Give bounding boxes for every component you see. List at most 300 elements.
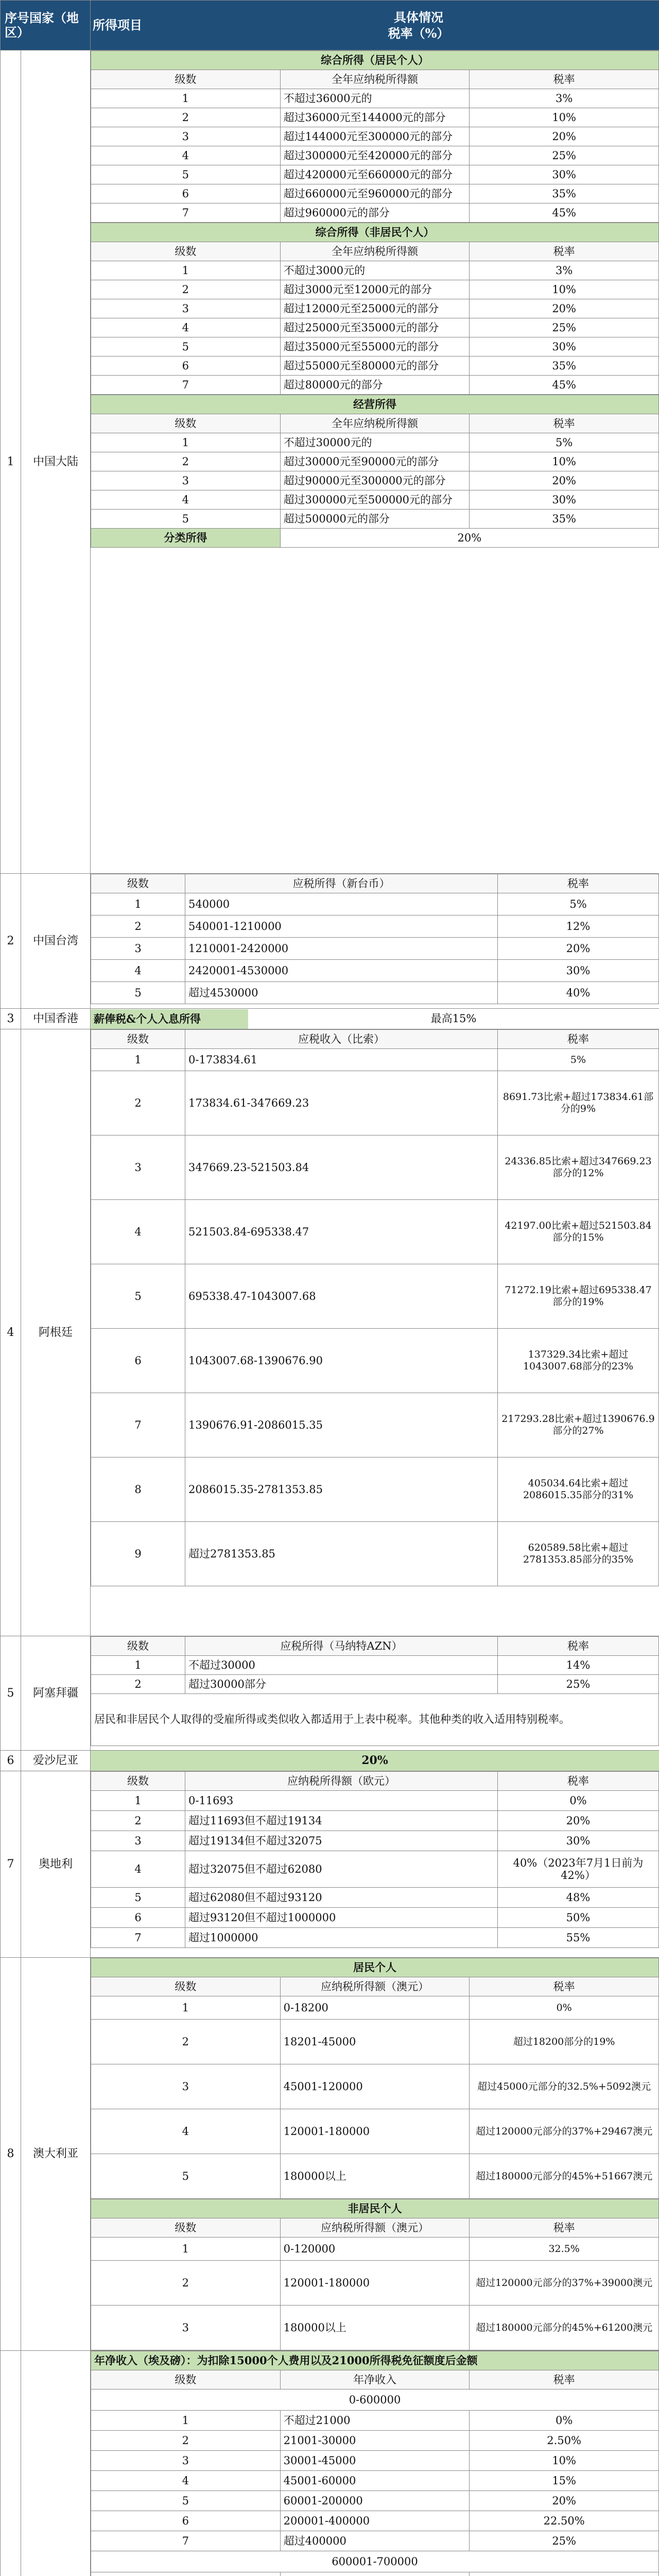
table-row	[91, 2471, 659, 2491]
rate-cell: 30%	[470, 165, 659, 184]
austria-table	[91, 1771, 659, 1948]
level-cell: 7	[91, 204, 281, 223]
income-cell: 695338.47-1043007.68	[185, 1264, 498, 1329]
rate-cell: 5%	[470, 433, 659, 452]
income-cell: 超过25000元至35000元的部分	[280, 318, 470, 337]
azerbaijan-detail	[91, 1636, 659, 1751]
rate-cell: 14%	[498, 1656, 659, 1675]
rate-cell: 40%	[498, 982, 659, 1004]
table-row	[91, 2154, 659, 2199]
level-cell: 4	[91, 1200, 185, 1264]
level-header: 级数	[91, 242, 281, 261]
level-header: 级数	[91, 414, 281, 433]
table-row	[91, 2238, 659, 2261]
rate-cell: 71272.19比索+超过695338.47部分的19%	[498, 1264, 659, 1329]
level-cell: 3	[91, 2064, 281, 2109]
level-cell: 1	[91, 1791, 185, 1811]
level-cell: 2	[91, 2020, 281, 2064]
level-cell: 3	[91, 299, 281, 318]
table-row	[91, 1071, 659, 1136]
table-row	[91, 2511, 659, 2531]
level-cell: 1	[91, 89, 281, 108]
rate-cell: 25%	[470, 2531, 659, 2551]
income-cell: 540000	[185, 893, 498, 916]
table-row	[91, 433, 659, 452]
level-cell: 2	[91, 2431, 281, 2451]
income-cell: 超过80000元的部分	[280, 376, 470, 395]
rate-cell: 12%	[498, 916, 659, 938]
income-cell: 超过500000元的部分	[280, 510, 470, 529]
country-name: 奥地利	[21, 1771, 91, 1958]
level-cell: 5	[91, 165, 281, 184]
level-cell: 5	[91, 2154, 281, 2199]
china-detail	[91, 50, 659, 874]
level-cell	[91, 2572, 281, 2576]
row-number: 5	[1, 1636, 21, 1751]
table-row	[91, 982, 659, 1004]
income-cell: 超过35000元至55000元的部分	[280, 337, 470, 357]
rate-cell: 25%	[498, 1675, 659, 1694]
income-cell: 超过300000元至420000元的部分	[280, 146, 470, 165]
income-header: 全年应纳税所得额	[280, 70, 470, 89]
rate-cell: 超过120000元部分的37%+39000澳元	[470, 2261, 659, 2306]
income-cell: 超过93120但不超过1000000	[185, 1908, 498, 1928]
level-header: 级数	[91, 1637, 185, 1656]
row-hongkong	[1, 1009, 659, 1029]
rate-cell: 30%	[498, 1831, 659, 1851]
header-item: 所得项目	[93, 18, 142, 33]
table-row	[91, 318, 659, 337]
income-cell: 521503.84-695338.47	[185, 1200, 498, 1264]
row-number: 2	[1, 874, 21, 1009]
rate-cell: 22.50%	[470, 2511, 659, 2531]
table-row	[91, 893, 659, 916]
rate-cell: 8691.73比索+超过173834.61部分的9%	[498, 1071, 659, 1136]
income-header: 应税所得（马纳特AZN）	[185, 1637, 498, 1656]
income-cell: 200001-400000	[280, 2511, 470, 2531]
rate-cell: 超过120000元部分的37%+29467澳元	[470, 2109, 659, 2154]
table-row	[91, 938, 659, 960]
income-cell: 超过55000元至80000元的部分	[280, 357, 470, 376]
row-number: 7	[1, 1771, 21, 1958]
level-cell: 1	[91, 261, 281, 280]
income-cell: 超过144000元至300000元的部分	[280, 127, 470, 146]
rate-cell: 30%	[470, 337, 659, 357]
rate-cell: 405034.64比索+超过2086015.35部分的31%	[498, 1458, 659, 1522]
country-name: 中国大陆	[21, 50, 91, 874]
level-cell: 5	[91, 1888, 185, 1908]
table-row	[91, 337, 659, 357]
table-row	[91, 452, 659, 471]
rate-cell: 30%	[470, 490, 659, 510]
income-cell: 超过62080但不超过93120	[185, 1888, 498, 1908]
table-row	[91, 2109, 659, 2154]
rate-cell: 24336.85比索+超过347669.23部分的12%	[498, 1136, 659, 1200]
hongkong-detail	[91, 1009, 659, 1029]
rate-cell: 217293.28比索+超过1390676.9部分的27%	[498, 1393, 659, 1458]
table-row	[91, 2491, 659, 2511]
table-row	[91, 1522, 659, 1586]
level-cell: 1	[91, 1996, 281, 2020]
table-row	[91, 2020, 659, 2064]
rate-cell: 25%	[470, 146, 659, 165]
section-title: 居民个人	[91, 1958, 659, 1977]
austria-detail	[91, 1771, 659, 1958]
level-cell: 2	[91, 916, 185, 938]
bracket-row	[91, 2389, 659, 2411]
rate-cell: 2.50%	[470, 2431, 659, 2451]
income-cell: 0-11693	[185, 1791, 498, 1811]
rate-cell: 620589.58比索+超过2781353.85部分的35%	[498, 1522, 659, 1586]
table-row	[91, 1136, 659, 1200]
section-title: 非居民个人	[91, 2199, 659, 2218]
table-row	[91, 2411, 659, 2431]
income-header: 应纳税所得额（欧元）	[185, 1772, 498, 1791]
level-cell: 5	[91, 982, 185, 1004]
header-detail-2: 税率（%）	[388, 26, 449, 41]
level-cell: 9	[91, 1522, 185, 1586]
table-row	[91, 2451, 659, 2471]
income-cell: 1390676.91-2086015.35	[185, 1393, 498, 1458]
row-australia	[1, 1958, 659, 2351]
income-cell: 2086015.35-2781353.85	[185, 1458, 498, 1522]
rate-cell: 45%	[470, 376, 659, 395]
level-header: 级数	[91, 2370, 281, 2389]
table-row	[91, 1200, 659, 1264]
income-cell: 120001-180000	[280, 2261, 470, 2306]
australia-detail	[91, 1958, 659, 2351]
rate-header: 税率	[470, 70, 659, 89]
income-cell: 超过1000000	[185, 1928, 498, 1948]
level-cell: 2	[91, 1675, 185, 1694]
rate-cell: 20%	[470, 2491, 659, 2511]
azerbaijan-table	[91, 1636, 659, 1746]
rate-cell: 50%	[498, 1908, 659, 1928]
income-cell: 超过960000元的部分	[280, 204, 470, 223]
rate-cell: 137329.34比索+超过1043007.68部分的23%	[498, 1329, 659, 1393]
header-item-detail	[91, 1, 659, 50]
level-header: 级数	[91, 1977, 281, 1996]
rate-cell: 10%	[470, 108, 659, 127]
country-name: 阿根廷	[21, 1029, 91, 1636]
table-row	[91, 490, 659, 510]
level-cell: 2	[91, 280, 281, 299]
level-cell: 2	[91, 1071, 185, 1136]
income-cell: 2420001-4530000	[185, 960, 498, 982]
table-row	[91, 1996, 659, 2020]
level-cell: 2	[91, 108, 281, 127]
table-row	[91, 2306, 659, 2350]
table-row	[91, 357, 659, 376]
level-header: 级数	[91, 70, 281, 89]
rate-cell: 30%	[498, 960, 659, 982]
rate-header: 税率	[470, 1977, 659, 1996]
level-cell: 4	[91, 146, 281, 165]
header-no: 序号	[5, 10, 29, 26]
level-cell: 4	[91, 1851, 185, 1888]
row-number: 3	[1, 1009, 21, 1029]
header-no-country	[1, 1, 91, 50]
egypt-detail	[91, 2351, 659, 2576]
table-row	[91, 1264, 659, 1329]
income-cell: 不超过36000元的	[280, 89, 470, 108]
table-row	[91, 1656, 659, 1675]
level-cell: 7	[91, 1393, 185, 1458]
income-header: 全年应纳税所得额	[280, 414, 470, 433]
table-row	[91, 960, 659, 982]
income-header: 应税所得（新台币）	[185, 874, 498, 893]
level-cell: 4	[91, 2109, 281, 2154]
level-cell: 6	[91, 2511, 281, 2531]
income-cell: 1043007.68-1390676.90	[185, 1329, 498, 1393]
hongkong-rate: 最高15%	[430, 1012, 477, 1025]
classified-rate: 20%	[280, 529, 658, 548]
income-cell: 超过36000元至144000元的部分	[280, 108, 470, 127]
table-row	[91, 2572, 659, 2576]
china-business-table	[91, 395, 659, 548]
row-number	[1, 2351, 21, 2576]
income-cell: 超过400000	[280, 2531, 470, 2551]
level-cell: 3	[91, 1831, 185, 1851]
table-row	[91, 299, 659, 318]
row-argentina	[1, 1029, 659, 1636]
income-header: 应税收入（比索）	[185, 1030, 498, 1049]
row-number: 1	[1, 50, 21, 874]
income-cell: 30001-45000	[280, 2451, 470, 2471]
rate-cell: 超过18200部分的19%	[470, 2020, 659, 2064]
table-row	[91, 1811, 659, 1831]
table-row	[91, 1851, 659, 1888]
table-row	[91, 471, 659, 490]
section-title: 经营所得	[91, 395, 659, 414]
hongkong-item: 薪俸税&个人入息所得	[91, 1009, 248, 1029]
table-row	[91, 261, 659, 280]
income-cell: 540001-1210000	[185, 916, 498, 938]
level-cell: 5	[91, 2491, 281, 2511]
table-row	[91, 146, 659, 165]
level-cell: 4	[91, 490, 281, 510]
income-cell: 180000以上	[280, 2154, 470, 2199]
income-cell: 不超过30000元的	[280, 433, 470, 452]
rate-header: 税率	[470, 2218, 659, 2238]
income-header: 年净收入	[280, 2370, 470, 2389]
rate-cell: 42197.00比索+超过521503.84部分的15%	[498, 1200, 659, 1264]
rate-cell: 0%	[470, 2411, 659, 2431]
income-cell: 180000以上	[280, 2306, 470, 2350]
income-cell: 45001-60000	[280, 2471, 470, 2491]
income-cell: 18201-45000	[280, 2020, 470, 2064]
rate-cell: 10%	[470, 452, 659, 471]
rate-cell: 35%	[470, 184, 659, 204]
table-row	[91, 2261, 659, 2306]
rate-cell: 55%	[498, 1928, 659, 1948]
rate-cell: 15%	[470, 2471, 659, 2491]
taiwan-table	[91, 874, 659, 1004]
table-row	[91, 1928, 659, 1948]
rate-header: 税率	[498, 1637, 659, 1656]
level-cell: 7	[91, 2531, 281, 2551]
table-row	[91, 510, 659, 529]
income-cell: 超过12000元至25000元的部分	[280, 299, 470, 318]
rate-cell: 20%	[470, 471, 659, 490]
income-cell: 1210001-2420000	[185, 938, 498, 960]
table-row	[91, 280, 659, 299]
country-name: 中国香港	[21, 1009, 91, 1029]
table-row	[91, 127, 659, 146]
rate-cell: 20%	[470, 299, 659, 318]
table-row	[91, 1675, 659, 1694]
level-cell: 6	[91, 1329, 185, 1393]
income-cell: 超过30000部分	[185, 1675, 498, 1694]
azerbaijan-note: 居民和非居民个人取得的受雇所得或类似收入都适用于上表中税率。其他种类的收入适用特别税率。	[91, 1694, 659, 1746]
income-cell: 超过300000元至500000元的部分	[280, 490, 470, 510]
rate-cell: 5%	[498, 1049, 659, 1071]
argentina-detail	[91, 1029, 659, 1636]
level-cell: 1	[91, 1049, 185, 1071]
rate-cell: 10%	[470, 280, 659, 299]
australia-nonresident-table	[91, 2199, 659, 2350]
rate-cell: 32.5%	[470, 2238, 659, 2261]
level-cell: 2	[91, 452, 281, 471]
rate-cell: 5%	[498, 893, 659, 916]
table-row	[91, 2064, 659, 2109]
country-name	[21, 2351, 91, 2576]
section-title: 综合所得（非居民个人）	[91, 223, 659, 242]
income-cell: 超过32075但不超过62080	[185, 1851, 498, 1888]
level-cell: 3	[91, 471, 281, 490]
row-egypt	[1, 2351, 659, 2576]
income-cell: 不超过30000	[185, 1656, 498, 1675]
level-cell: 6	[91, 357, 281, 376]
income-cell: 不超过3000元的	[280, 261, 470, 280]
table-row	[91, 204, 659, 223]
level-cell: 3	[91, 2306, 281, 2350]
table-row	[91, 1329, 659, 1393]
income-cell: 0-173834.61	[185, 1049, 498, 1071]
level-cell: 3	[91, 938, 185, 960]
level-cell: 2	[91, 2261, 281, 2306]
egypt-table	[91, 2351, 659, 2576]
rate-header: 税率	[498, 874, 659, 893]
rate-cell: 35%	[470, 510, 659, 529]
level-cell: 6	[91, 184, 281, 204]
level-header: 级数	[91, 1030, 185, 1049]
country-name: 中国台湾	[21, 874, 91, 1009]
row-china	[1, 50, 659, 874]
row-austria	[1, 1771, 659, 1958]
level-cell: 7	[91, 376, 281, 395]
china-nonresident-table	[91, 223, 659, 395]
level-header: 级数	[91, 874, 185, 893]
bracket-range: 0-600000	[91, 2389, 659, 2411]
row-number: 4	[1, 1029, 21, 1636]
income-cell: 超过4530000	[185, 982, 498, 1004]
row-taiwan	[1, 874, 659, 1009]
rate-cell: 48%	[498, 1888, 659, 1908]
table-header-row	[1, 1, 659, 50]
rate-cell: 40%（2023年7月1日前为42%）	[498, 1851, 659, 1888]
table-row	[91, 916, 659, 938]
country-name: 阿塞拜疆	[21, 1636, 91, 1751]
income-cell: 超过19134但不超过32075	[185, 1831, 498, 1851]
income-cell: 超过3000元至12000元的部分	[280, 280, 470, 299]
table-row	[91, 1049, 659, 1071]
level-header: 级数	[91, 1772, 185, 1791]
table-row	[91, 165, 659, 184]
level-cell: 3	[91, 1136, 185, 1200]
income-cell: 347669.23-521503.84	[185, 1136, 498, 1200]
rate-cell: 25%	[470, 318, 659, 337]
table-row	[91, 1888, 659, 1908]
header-country: 国家（地区）	[5, 10, 79, 40]
level-cell: 2	[91, 1811, 185, 1831]
income-cell: 120001-180000	[280, 2109, 470, 2154]
table-row	[91, 89, 659, 108]
table-row	[91, 1458, 659, 1522]
table-row	[91, 2531, 659, 2551]
level-cell: 4	[91, 318, 281, 337]
header-detail-1: 具体情况	[394, 9, 443, 25]
rate-cell: 10%	[470, 2451, 659, 2471]
row-azerbaijan	[1, 1636, 659, 1751]
classified-label: 分类所得	[91, 529, 281, 548]
table-row	[91, 376, 659, 395]
table-row	[91, 1908, 659, 1928]
rate-cell: 0%	[498, 1791, 659, 1811]
income-cell: 超过420000元至660000元的部分	[280, 165, 470, 184]
income-header: 全年应纳税所得额	[280, 242, 470, 261]
rate-cell: 0%	[470, 1996, 659, 2020]
australia-resident-table	[91, 1958, 659, 2199]
estonia-rate: 20%	[91, 1751, 659, 1771]
income-header: 应纳税所得额（澳元）	[280, 1977, 470, 1996]
income-cell: 超过30000元至90000元的部分	[280, 452, 470, 471]
level-cell: 5	[91, 1264, 185, 1329]
level-cell: 5	[91, 510, 281, 529]
level-cell: 3	[91, 127, 281, 146]
level-cell: 8	[91, 1458, 185, 1522]
income-header: 应纳税所得额（澳元）	[280, 2218, 470, 2238]
level-cell: 3	[91, 2451, 281, 2471]
table-row	[91, 1791, 659, 1811]
income-cell: 超过11693但不超过19134	[185, 1811, 498, 1831]
income-cell: 超过660000元至960000元的部分	[280, 184, 470, 204]
rate-header: 税率	[498, 1030, 659, 1049]
income-cell: 0-120000	[280, 2238, 470, 2261]
argentina-table	[91, 1029, 659, 1586]
level-cell: 1	[91, 1656, 185, 1675]
rate-cell: 超过45000元部分的32.5%+5092澳元	[470, 2064, 659, 2109]
section-title: 综合所得（居民个人）	[91, 51, 659, 70]
table-row	[91, 108, 659, 127]
row-number: 8	[1, 1958, 21, 2351]
rate-cell: 20%	[470, 127, 659, 146]
level-cell: 1	[91, 2238, 281, 2261]
rate-header: 税率	[498, 1772, 659, 1791]
income-cell	[280, 2572, 470, 2576]
rate-header: 税率	[470, 242, 659, 261]
row-estonia	[1, 1751, 659, 1771]
income-cell: 21001-30000	[280, 2431, 470, 2451]
level-header: 级数	[91, 2218, 281, 2238]
table-row	[91, 1831, 659, 1851]
income-cell: 不超过21000	[280, 2411, 470, 2431]
table-row	[91, 1393, 659, 1458]
rate-cell: 45%	[470, 204, 659, 223]
level-cell: 4	[91, 960, 185, 982]
level-cell: 1	[91, 893, 185, 916]
rate-cell: 3%	[470, 261, 659, 280]
